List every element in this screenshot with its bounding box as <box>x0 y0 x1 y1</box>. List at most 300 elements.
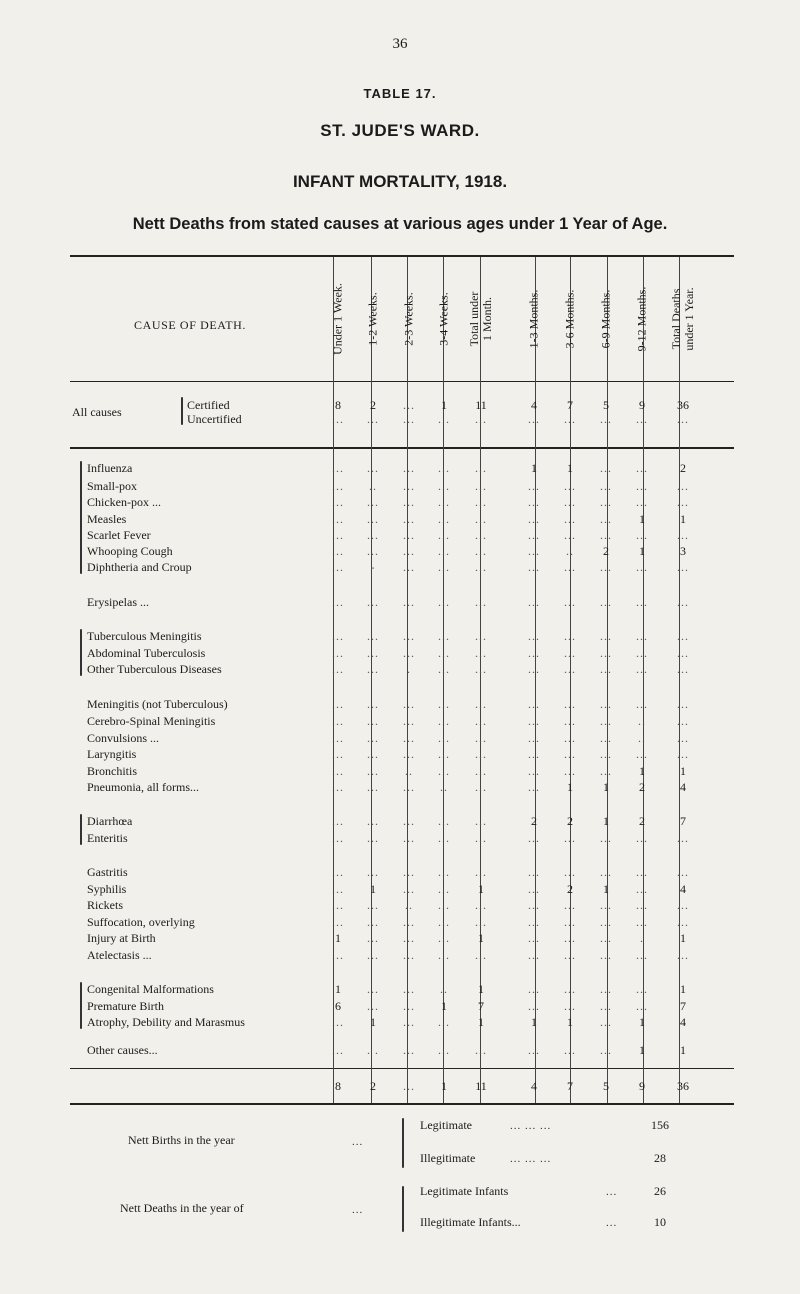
value-cell: ... <box>367 595 379 609</box>
value-cell: ... <box>600 982 612 996</box>
table-row <box>0 628 800 644</box>
table-row <box>0 527 800 543</box>
value-cell: ... <box>600 831 612 845</box>
value-cell: ... <box>677 948 689 962</box>
value-cell: ... <box>636 646 648 660</box>
value-cell: ... <box>438 512 450 526</box>
value-cell: 1 <box>680 931 686 945</box>
cause-label: Pneumonia, all forms... <box>87 780 199 794</box>
value-cell: ... <box>528 714 540 728</box>
value-cell: ... <box>367 646 379 660</box>
value-cell: ... <box>600 528 612 542</box>
value-cell: ... <box>475 544 487 558</box>
value-cell: ... <box>403 697 415 711</box>
value-cell: ... <box>600 697 612 711</box>
table-row <box>0 645 800 661</box>
value-cell: ... <box>438 495 450 509</box>
value-cell: ... <box>438 412 450 426</box>
value-cell: ... <box>636 865 648 879</box>
cause-label: Tuberculous Meningitis <box>87 629 202 643</box>
value-cell: 6 <box>335 999 341 1013</box>
value-cell: 1 <box>370 882 376 896</box>
value-cell: ... <box>403 495 415 509</box>
cause-label: Meningitis (not Tuberculous) <box>87 697 228 711</box>
cause-label: Rickets <box>87 898 123 912</box>
value-cell: ... <box>367 412 379 426</box>
table-row <box>0 914 800 930</box>
cause-label: Atrophy, Debility and Marasmus <box>87 1015 245 1029</box>
value-cell: ... <box>438 697 450 711</box>
value-cell: 1 <box>478 982 484 996</box>
value-cell: ... <box>636 595 648 609</box>
value-cell: ... <box>403 461 415 475</box>
value-cell: ... <box>332 412 344 426</box>
table-row <box>0 930 800 946</box>
value-cell: ... <box>528 544 540 558</box>
leader-dots: ... <box>352 1136 364 1148</box>
value-cell: ... <box>528 697 540 711</box>
value-cell: ... <box>403 1015 415 1029</box>
value-cell: ... <box>636 412 648 426</box>
value-cell: 4 <box>531 1079 537 1093</box>
value-cell: ... <box>528 495 540 509</box>
value-cell: ... <box>528 948 540 962</box>
table-row <box>0 478 800 494</box>
value-cell: ... <box>636 999 648 1013</box>
value-cell: ... <box>636 898 648 912</box>
column-divider <box>535 257 536 1103</box>
value-cell: ... <box>677 595 689 609</box>
value-cell: ... <box>636 479 648 493</box>
value-cell: ... <box>564 898 576 912</box>
value-cell: 1 <box>335 931 341 945</box>
value-cell: ... <box>475 528 487 542</box>
value-cell: ... <box>438 1015 450 1029</box>
report-title: INFANT MORTALITY, 1918. <box>292 172 508 191</box>
births-item-label: Illegitimate <box>420 1151 476 1165</box>
value-cell: ... <box>475 814 487 828</box>
value-cell: ... <box>528 595 540 609</box>
value-cell: ... <box>528 747 540 761</box>
value-cell: ... <box>332 882 344 896</box>
value-cell: 1 <box>531 1015 537 1029</box>
value-cell: ... <box>438 915 450 929</box>
value-cell: ... <box>332 528 344 542</box>
value-cell: .. <box>638 731 646 745</box>
brace <box>80 629 82 676</box>
value-cell: ... <box>677 714 689 728</box>
table-top-rule <box>70 255 734 257</box>
value-cell: ... <box>332 560 344 574</box>
value-cell: ... <box>403 560 415 574</box>
value-cell: ... <box>438 931 450 945</box>
value-cell: ... <box>564 865 576 879</box>
value-cell: 1 <box>370 1015 376 1029</box>
column-header <box>665 258 701 380</box>
value-cell: ... <box>438 461 450 475</box>
cause-label: Diphtheria and Croup <box>87 560 192 574</box>
value-cell: ... <box>600 495 612 509</box>
column-header <box>355 258 391 380</box>
value-cell: 1 <box>478 882 484 896</box>
value-cell: ... <box>564 714 576 728</box>
value-cell: ... <box>600 412 612 426</box>
births-item-value: 28 <box>654 1151 666 1165</box>
value-cell: ... <box>475 731 487 745</box>
value-cell: ... <box>438 898 450 912</box>
all-causes-label: All causes <box>72 405 122 419</box>
value-cell: ... <box>475 595 487 609</box>
cause-label: Other causes... <box>87 1043 158 1057</box>
value-cell: 2 <box>567 882 573 896</box>
value-cell: ... <box>636 982 648 996</box>
value-cell: ... <box>475 831 487 845</box>
cause-label: Laryngitis <box>87 747 137 761</box>
value-cell: ... <box>600 1043 612 1057</box>
value-cell: ... <box>600 479 612 493</box>
table-row <box>0 661 800 677</box>
value-cell: ... <box>564 764 576 778</box>
brace <box>80 982 82 1029</box>
value-cell: ... <box>332 1043 344 1057</box>
value-cell: 1 <box>603 780 609 794</box>
ward-title: ST. JUDE'S WARD. <box>320 121 480 140</box>
value-cell: ... <box>528 764 540 778</box>
value-cell: ... <box>600 595 612 609</box>
value-cell: 11 <box>475 1079 487 1093</box>
value-cell: 3 <box>680 544 686 558</box>
value-cell: ... <box>367 780 379 794</box>
nett-births-label: Nett Births in the year <box>128 1133 235 1147</box>
value-cell: ... <box>600 764 612 778</box>
column-divider <box>443 257 444 1103</box>
value-cell: ... <box>332 814 344 828</box>
value-cell: ... <box>438 560 450 574</box>
value-cell: ... <box>636 662 648 676</box>
table-row <box>0 864 800 880</box>
deaths-item-value: 10 <box>654 1215 666 1229</box>
value-cell: ... <box>332 1015 344 1029</box>
value-cell: ... <box>332 461 344 475</box>
value-cell: 1 <box>567 780 573 794</box>
value-cell: 7 <box>478 999 484 1013</box>
column-divider <box>407 257 408 1103</box>
value-cell: ... <box>438 814 450 828</box>
value-cell: 2 <box>680 461 686 475</box>
value-cell: ... <box>475 629 487 643</box>
column-divider <box>371 257 372 1103</box>
value-cell: ... <box>564 731 576 745</box>
column-divider <box>570 257 571 1103</box>
value-cell: ... <box>438 1043 450 1057</box>
value-cell: ... <box>367 714 379 728</box>
table-row <box>0 1014 800 1030</box>
value-cell: ... <box>564 747 576 761</box>
value-cell: ... <box>367 865 379 879</box>
value-cell: ... <box>636 495 648 509</box>
value-cell: ... <box>438 629 450 643</box>
value-cell: ... <box>367 662 379 676</box>
totals-row <box>0 1078 800 1094</box>
value-cell: ... <box>475 479 487 493</box>
value-cell: ... <box>403 714 415 728</box>
value-cell: ... <box>403 882 415 896</box>
value-cell: ... <box>636 915 648 929</box>
value-cell: 7 <box>567 398 573 412</box>
value-cell: ... <box>403 398 415 412</box>
value-cell: 1 <box>441 999 447 1013</box>
cause-label: Abdominal Tuberculosis <box>87 646 206 660</box>
value-cell: ... <box>600 999 612 1013</box>
value-cell: .. <box>405 898 413 912</box>
value-cell: ... <box>332 780 344 794</box>
value-cell: ... <box>475 915 487 929</box>
value-cell: ... <box>475 714 487 728</box>
page-number: 36 <box>392 36 408 52</box>
column-header-label: Total Deaths under 1 Year. <box>669 287 696 351</box>
value-cell: ... <box>528 662 540 676</box>
table-row <box>0 763 800 779</box>
value-cell: 1 <box>680 512 686 526</box>
value-cell: 7 <box>680 999 686 1013</box>
value-cell: ... <box>528 629 540 643</box>
value-cell: ... <box>528 560 540 574</box>
value-cell: ... <box>636 747 648 761</box>
value-cell: ... <box>438 731 450 745</box>
column-header-label: Total under 1 Month. <box>467 291 494 347</box>
value-cell: ... <box>438 714 450 728</box>
value-cell: ... <box>564 646 576 660</box>
value-cell: ... <box>564 931 576 945</box>
value-cell: ... <box>564 982 576 996</box>
value-cell: 11 <box>475 398 487 412</box>
value-cell: 2 <box>370 398 376 412</box>
value-cell: ... <box>332 479 344 493</box>
value-cell: ... <box>332 948 344 962</box>
table-row <box>0 897 800 913</box>
value-cell: ... <box>528 528 540 542</box>
value-cell: ... <box>367 512 379 526</box>
value-cell: ... <box>332 544 344 558</box>
value-cell: 1 <box>680 764 686 778</box>
value-cell: 1 <box>335 982 341 996</box>
value-cell: ... <box>367 999 379 1013</box>
table-row <box>0 460 800 476</box>
value-cell: 1 <box>639 1015 645 1029</box>
value-cell: ... <box>475 512 487 526</box>
header-bottom-rule <box>70 381 734 382</box>
value-cell: ... <box>403 948 415 962</box>
value-cell: ... <box>403 999 415 1013</box>
value-cell: ... <box>475 495 487 509</box>
value-cell: ... <box>600 915 612 929</box>
value-cell: ... <box>367 948 379 962</box>
table-row <box>0 779 800 795</box>
value-cell: - <box>370 560 376 574</box>
cause-label: Premature Birth <box>87 999 164 1013</box>
value-cell: ... <box>438 747 450 761</box>
value-cell: 2 <box>567 814 573 828</box>
value-cell: ... <box>332 595 344 609</box>
value-cell: ... <box>600 662 612 676</box>
cause-label: Injury at Birth <box>87 931 156 945</box>
value-cell: ... <box>367 544 379 558</box>
value-cell: ... <box>600 948 612 962</box>
value-cell: 1 <box>603 882 609 896</box>
cause-label: Other Tuberculous Diseases <box>87 662 222 676</box>
value-cell: ... <box>528 915 540 929</box>
column-divider <box>607 257 608 1103</box>
cause-label: Influenza <box>87 461 133 475</box>
value-cell: ... <box>438 595 450 609</box>
value-cell: ... <box>677 412 689 426</box>
table-row <box>0 494 800 510</box>
value-cell: ... <box>600 865 612 879</box>
value-cell: . <box>640 931 644 945</box>
value-cell: ... <box>564 831 576 845</box>
value-cell: ... <box>475 865 487 879</box>
cause-label: Small-pox <box>87 479 137 493</box>
value-cell: ... <box>438 831 450 845</box>
value-cell: ... <box>332 747 344 761</box>
value-cell: ... <box>564 528 576 542</box>
value-cell: ... <box>528 780 540 794</box>
table-row <box>0 713 800 729</box>
table-row <box>0 813 800 829</box>
value-cell: 1 <box>478 931 484 945</box>
value-cell: 1 <box>639 1043 645 1057</box>
value-cell: ... <box>367 764 379 778</box>
value-cell: ... <box>403 814 415 828</box>
value-cell: ... <box>403 595 415 609</box>
value-cell: ... <box>528 479 540 493</box>
value-cell: ... <box>367 814 379 828</box>
totals-top-rule <box>70 1068 734 1069</box>
column-header-label: Under 1 Week. <box>330 283 345 355</box>
value-cell: ... <box>367 495 379 509</box>
table-row <box>0 881 800 897</box>
value-cell: ... <box>600 461 612 475</box>
value-cell: ... <box>528 646 540 660</box>
value-cell: .. <box>440 982 448 996</box>
value-cell: ... <box>564 915 576 929</box>
value-cell: 9 <box>639 398 645 412</box>
value-cell: ... <box>677 528 689 542</box>
value-cell: 5 <box>603 398 609 412</box>
column-header <box>588 258 624 380</box>
value-cell: 2 <box>603 544 609 558</box>
value-cell: ... <box>475 662 487 676</box>
value-cell: ... <box>475 1043 487 1057</box>
nett-deaths-label: Nett Deaths in the year of <box>120 1201 244 1215</box>
cause-label: Suffocation, overlying <box>87 915 195 929</box>
cause-label: Bronchitis <box>87 764 137 778</box>
brace <box>402 1186 404 1232</box>
value-cell: ... <box>403 412 415 426</box>
value-cell: ... <box>332 731 344 745</box>
value-cell: ... <box>367 831 379 845</box>
cause-label: Certified <box>187 398 230 412</box>
value-cell: ... <box>600 560 612 574</box>
cause-label: Convulsions ... <box>87 731 160 745</box>
report-subtitle: Nett Deaths from stated causes at various ages under 1 Year of Age. <box>132 215 668 233</box>
value-cell: 2 <box>639 814 645 828</box>
cause-label: Congenital Malformations <box>87 982 214 996</box>
leader-dots: ... <box>352 1204 364 1216</box>
cause-of-death-header: CAUSE OF DEATH. <box>133 318 246 332</box>
leader-dots: ... ... ... <box>510 1153 552 1165</box>
brace <box>80 461 82 574</box>
value-cell: ... <box>528 898 540 912</box>
value-cell: 1 <box>567 461 573 475</box>
column-divider <box>333 257 334 1103</box>
value-cell: ... <box>636 528 648 542</box>
value-cell: ... <box>403 982 415 996</box>
value-cell: ... <box>528 982 540 996</box>
value-cell: ... <box>367 731 379 745</box>
table-row <box>0 981 800 997</box>
value-cell: 4 <box>680 882 686 896</box>
value-cell: ... <box>438 662 450 676</box>
value-cell: ... <box>403 780 415 794</box>
value-cell: ... <box>677 629 689 643</box>
value-cell: ... <box>677 831 689 845</box>
value-cell: 1 <box>680 1043 686 1057</box>
value-cell: .. <box>440 780 448 794</box>
value-cell: ... <box>403 865 415 879</box>
value-cell: ... <box>367 528 379 542</box>
column-header-label: 1-3 Months. <box>526 289 541 349</box>
table-row <box>0 543 800 559</box>
table-row <box>0 511 800 527</box>
value-cell: ... <box>528 931 540 945</box>
table-row <box>0 998 800 1014</box>
value-cell: ... <box>475 780 487 794</box>
column-header-label: 9-12 Months. <box>634 286 649 352</box>
value-cell: ... <box>636 629 648 643</box>
value-cell: ... <box>564 512 576 526</box>
value-cell: ... <box>403 747 415 761</box>
value-cell: ... <box>528 882 540 896</box>
value-cell: ... <box>677 697 689 711</box>
deaths-item-label: Illegitimate Infants... <box>420 1215 521 1229</box>
value-cell: ... <box>475 461 487 475</box>
value-cell: ... <box>332 646 344 660</box>
value-cell: ... <box>564 412 576 426</box>
value-cell: ... <box>403 512 415 526</box>
value-cell: ... <box>528 731 540 745</box>
value-cell: ... <box>677 915 689 929</box>
value-cell: ... <box>367 629 379 643</box>
value-cell: .. <box>369 479 377 493</box>
all-causes-row <box>0 411 800 427</box>
value-cell: 1 <box>478 1015 484 1029</box>
deaths-item-label: Legitimate Infants <box>420 1184 509 1198</box>
value-cell: ... <box>636 831 648 845</box>
value-cell: ... <box>564 662 576 676</box>
value-cell: ... <box>636 697 648 711</box>
value-cell: ... <box>600 629 612 643</box>
value-cell: ... <box>332 629 344 643</box>
cause-label: Measles <box>87 512 127 526</box>
cause-label: Enteritis <box>87 831 128 845</box>
value-cell: .. <box>638 714 646 728</box>
value-cell: ... <box>600 747 612 761</box>
value-cell: ... <box>475 898 487 912</box>
value-cell: . <box>407 662 411 676</box>
value-cell: ... <box>564 560 576 574</box>
deaths-item-value: 26 <box>654 1184 666 1198</box>
